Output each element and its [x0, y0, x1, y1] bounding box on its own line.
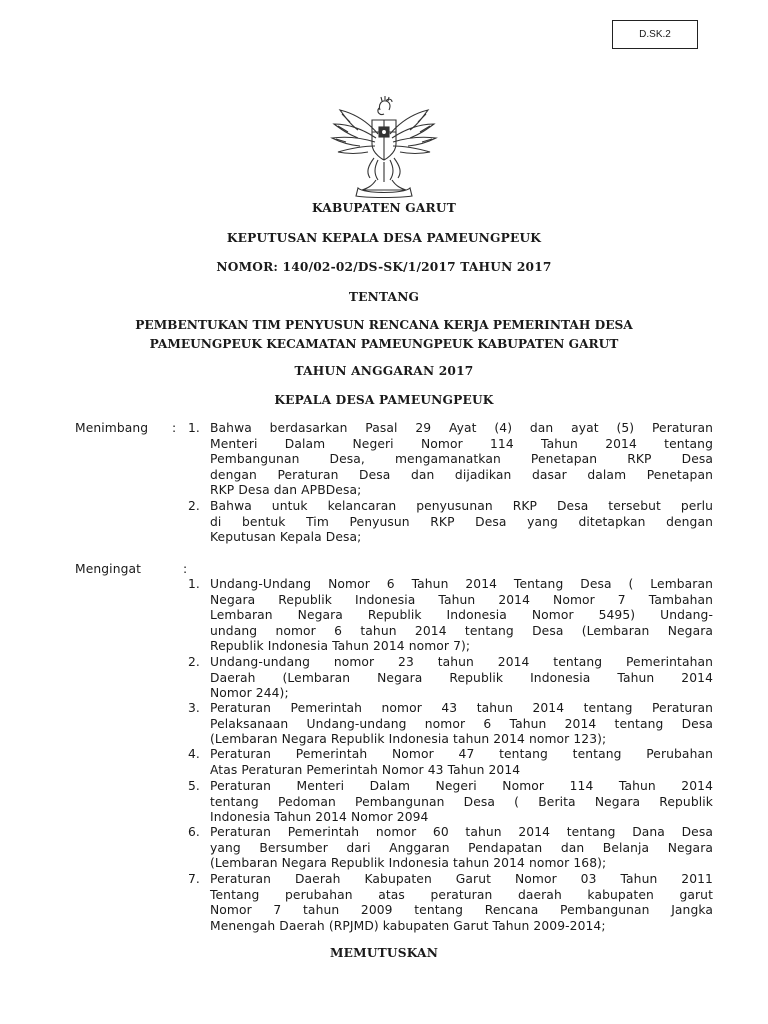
garuda-emblem-icon [328, 92, 440, 200]
text-line: Menteri Dalam Negeri Nomor 114 Tahun 2014 tentang [210, 436, 713, 451]
authority-heading: KEPALA DESA PAMEUNGPEUK [274, 393, 494, 407]
text-line: Bahwa berdasarkan Pasal 29 Ayat (4) dan ayat (5) Peraturan [210, 421, 713, 435]
decree-number: NOMOR: 140/02-02/DS-SK/1/2017 TAHUN 2017 [216, 260, 552, 274]
decree-subject [0, 316, 768, 354]
mengingat-item [210, 747, 713, 778]
text-line: undang nomor 6 tahun 2014 tentang Desa (Lembaran Negara [210, 623, 713, 638]
text-line: (Lembaran Negara Republik Indonesia tahun 2014 nomor 123); [210, 732, 607, 747]
decree-subject-line: PAMEUNGPEUK KECAMATAN PAMEUNGPEUK KABUPATEN GARUT [149, 337, 619, 351]
text-line: dengan Peraturan Desa dan dijadikan dasar dalam Penetapan [210, 467, 713, 482]
text-line: (Lembaran Negara Republik Indonesia tahun 2014 nomor 168); [210, 856, 607, 871]
text-line: Peraturan Pemerintah nomor 60 tahun 2014 tentang Dana Desa [210, 825, 713, 839]
text-line: Indonesia Tahun 2014 Nomor 2094 [210, 810, 429, 825]
menimbang-label: Menimbang [75, 421, 149, 435]
mengingat-item-number: 7. [188, 872, 200, 886]
mengingat-item [210, 779, 713, 826]
mengingat-item-number: 2. [188, 655, 200, 669]
decision-heading: MEMUTUSKAN [329, 946, 439, 960]
mengingat-item [210, 872, 713, 934]
menimbang-item-number: 2. [188, 499, 200, 513]
text-line: di bentuk Tim Penyusun RKP Desa yang ditetapkan dengan [210, 514, 713, 529]
menimbang-item [210, 421, 713, 499]
fiscal-year-heading: TAHUN ANGGARAN 2017 [294, 364, 474, 378]
text-line: Undang-Undang Nomor 6 Tahun 2014 Tentang Desa ( Lembaran [210, 577, 713, 591]
text-line: Peraturan Pemerintah nomor 43 tahun 2014 tentang Peraturan [210, 701, 713, 715]
mengingat-item-number: 1. [188, 577, 200, 591]
text-line: Daerah (Lembaran Negara Republik Indonesia Tahun 2014 [210, 670, 713, 685]
mengingat-item [210, 577, 713, 655]
menimbang-colon: : [172, 421, 177, 435]
about-heading: TENTANG [348, 290, 420, 304]
text-line: Negara Republik Indonesia Tahun 2014 Nomor 7 Tambahan [210, 592, 713, 607]
mengingat-item [210, 655, 713, 702]
mengingat-item [210, 825, 713, 872]
text-line: Bahwa untuk kelancaran penyusunan RKP Desa tersebut perlu [210, 499, 713, 513]
mengingat-item-number: 3. [188, 701, 200, 715]
text-line: RKP Desa dan APBDesa; [210, 483, 362, 498]
decree-title: KEPUTUSAN KEPALA DESA PAMEUNGPEUK [226, 231, 542, 245]
menimbang-item [210, 499, 713, 546]
text-line: tentang Pedoman Pembangunan Desa ( Berita Negara Republik [210, 794, 713, 809]
text-line: Undang-undang nomor 23 tahun 2014 tentang Pemerintahan [210, 655, 713, 669]
text-line: Pelaksanaan Undang-undang nomor 6 Tahun 2014 tentang Desa [210, 716, 713, 731]
text-line: Nomor 244); [210, 686, 289, 701]
text-line: Menengah Daerah (RPJMD) kabupaten Garut Tahun 2009-2014; [210, 918, 606, 933]
text-line: Lembaran Negara Republik Indonesia Nomor 5495) Undang- [210, 608, 713, 623]
mengingat-item-number: 4. [188, 747, 200, 761]
text-line: yang Bersumber dari Anggaran Pendapatan dan Belanja Negara [210, 840, 713, 855]
document-code: D.SK.2 [639, 29, 671, 40]
text-line: Peraturan Pemerintah Nomor 47 tentang tentang Perubahan [210, 747, 713, 761]
mengingat-item-number: 6. [188, 825, 200, 839]
region-heading: KABUPATEN GARUT [312, 201, 456, 215]
document-code-box [612, 20, 698, 49]
decree-subject-line: PEMBENTUKAN TIM PENYUSUN RENCANA KERJA PEMERINTAH DESA [135, 318, 633, 332]
mengingat-label: Mengingat [75, 562, 142, 576]
mengingat-item [210, 701, 713, 748]
text-line: Tentang perubahan atas peraturan daerah kabupaten garut [210, 887, 713, 902]
mengingat-item-number: 5. [188, 779, 200, 793]
text-line: Keputusan Kepala Desa; [210, 530, 362, 545]
text-line: Atas Peraturan Pemerintah Nomor 43 Tahun 2014 [210, 762, 521, 777]
text-line: Nomor 7 tahun 2009 tentang Rencana Pembangunan Jangka [210, 903, 713, 918]
text-line: Republik Indonesia Tahun 2014 nomor 7); [210, 639, 471, 654]
menimbang-item-number: 1. [188, 421, 200, 435]
mengingat-colon: : [183, 562, 188, 576]
text-line: Peraturan Daerah Kabupaten Garut Nomor 03 Tahun 2011 [210, 872, 713, 886]
text-line: Pembangunan Desa, mengamanatkan Penetapan RKP Desa [210, 452, 713, 467]
text-line: Peraturan Menteri Dalam Negeri Nomor 114 Tahun 2014 [210, 779, 713, 793]
